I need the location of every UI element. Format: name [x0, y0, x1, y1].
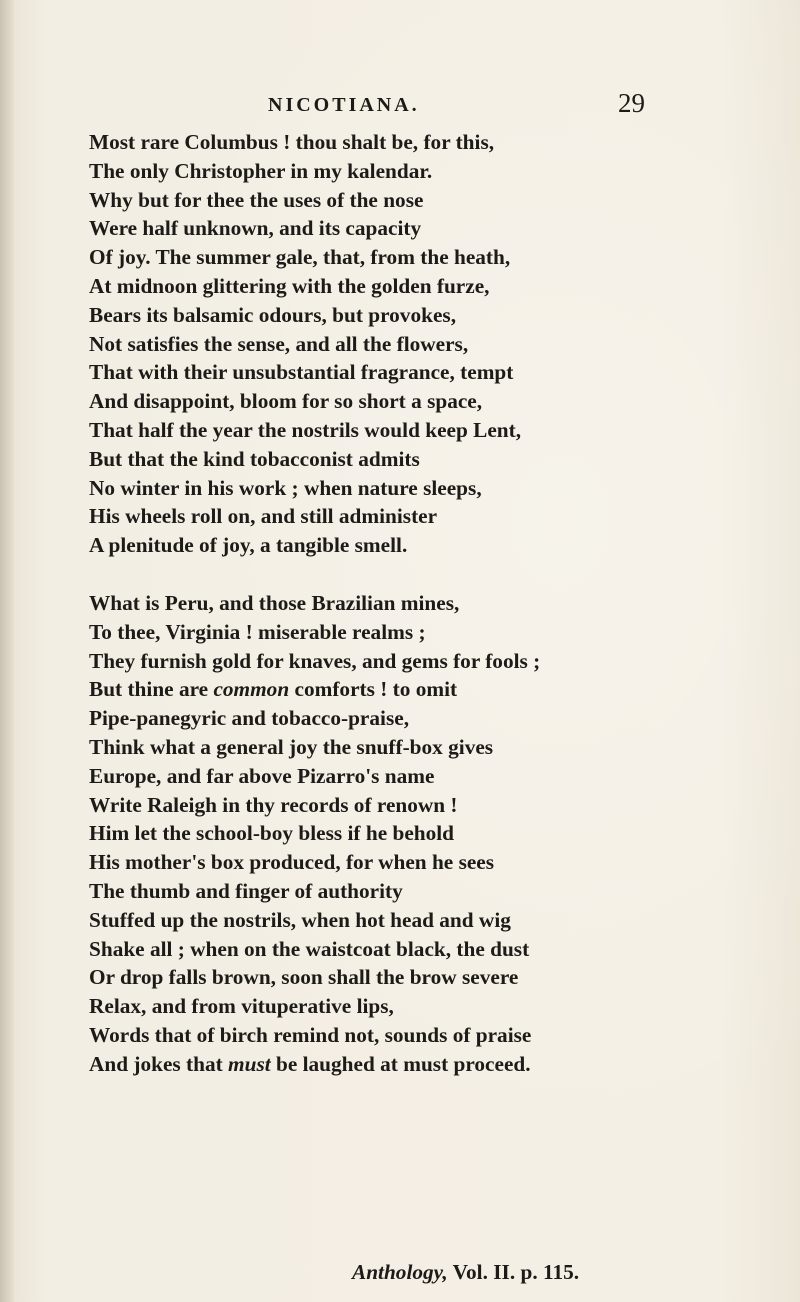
- poem-line: They furnish gold for knaves, and gems for fools ;: [89, 648, 541, 673]
- poem-line: And jokes that must be laughed at must proceed.: [89, 1051, 531, 1076]
- poem-line: And disappoint, bloom for so short a space,: [89, 389, 483, 414]
- poem-line: Think what a general joy the snuff-box gives: [89, 734, 494, 759]
- stanza-1: [89, 128, 769, 560]
- poem-line: His mother's box produced, for when he sees: [89, 850, 495, 875]
- page-number: 29: [618, 88, 645, 118]
- poem-line: At midnoon glittering with the golden furze,: [89, 273, 490, 298]
- poem-line: That with their unsubstantial fragrance, tempt: [89, 360, 514, 385]
- poem-line: Him let the school-boy bless if he behold: [89, 821, 455, 846]
- poem-line: The only Christopher in my kalendar.: [89, 158, 433, 183]
- poem-line: Most rare Columbus ! thou shalt be, for this,: [89, 130, 495, 154]
- poem-line: Why but for thee the uses of the nose: [89, 187, 424, 212]
- emphasis-word: common: [213, 677, 290, 702]
- citation: [352, 1260, 579, 1285]
- poem-line: But that the kind tobacconist admits: [89, 446, 420, 471]
- poem-line: That half the year the nostrils would keep Lent,: [89, 417, 522, 442]
- poem-line: Were half unknown, and its capacity: [89, 216, 422, 241]
- poem-line: A plenitude of joy, a tangible smell.: [89, 533, 408, 558]
- poem-line: Write Raleigh in thy records of renown !: [89, 792, 458, 817]
- stanza-2: [89, 589, 769, 1079]
- poem-line: Pipe-panegyric and tobacco-praise,: [89, 706, 410, 731]
- poem-line: Of joy. The summer gale, that, from the heath,: [89, 245, 511, 270]
- stanza-break: [89, 560, 769, 589]
- page-gutter: [0, 0, 14, 1302]
- poem-line: His wheels roll on, and still administer: [89, 504, 438, 529]
- citation-reference: Vol. II. p. 115.: [447, 1260, 580, 1284]
- poem-line: Not satisfies the sense, and all the flowers,: [89, 331, 469, 356]
- poem-line: Or drop falls brown, soon shall the brow severe: [89, 965, 519, 990]
- poem-line: Shake all ; when on the waistcoat black, the dust: [89, 936, 530, 961]
- emphasis-word: must: [228, 1051, 271, 1076]
- poem-line: Stuffed up the nostrils, when hot head and wig: [89, 907, 511, 932]
- poem-line: But thine are common comforts ! to omit: [89, 677, 458, 702]
- poem-line: Europe, and far above Pizarro's name: [89, 763, 435, 788]
- poem-line: Bears its balsamic odours, but provokes,: [89, 302, 457, 327]
- citation-work: Anthology,: [352, 1260, 448, 1284]
- poem-line: To thee, Virginia ! miserable realms ;: [89, 619, 426, 644]
- poem-line: Relax, and from vituperative lips,: [89, 994, 394, 1019]
- poem-body: [89, 128, 769, 1079]
- poem-line: No winter in his work ; when nature sleeps,: [89, 475, 482, 500]
- running-title: NICOTIANA.: [268, 94, 420, 116]
- page-header: [0, 88, 800, 124]
- poem-line: The thumb and finger of authority: [89, 878, 403, 903]
- poem-line: What is Peru, and those Brazilian mines,: [89, 590, 460, 615]
- poem-line: Words that of birch remind not, sounds of praise: [89, 1022, 532, 1047]
